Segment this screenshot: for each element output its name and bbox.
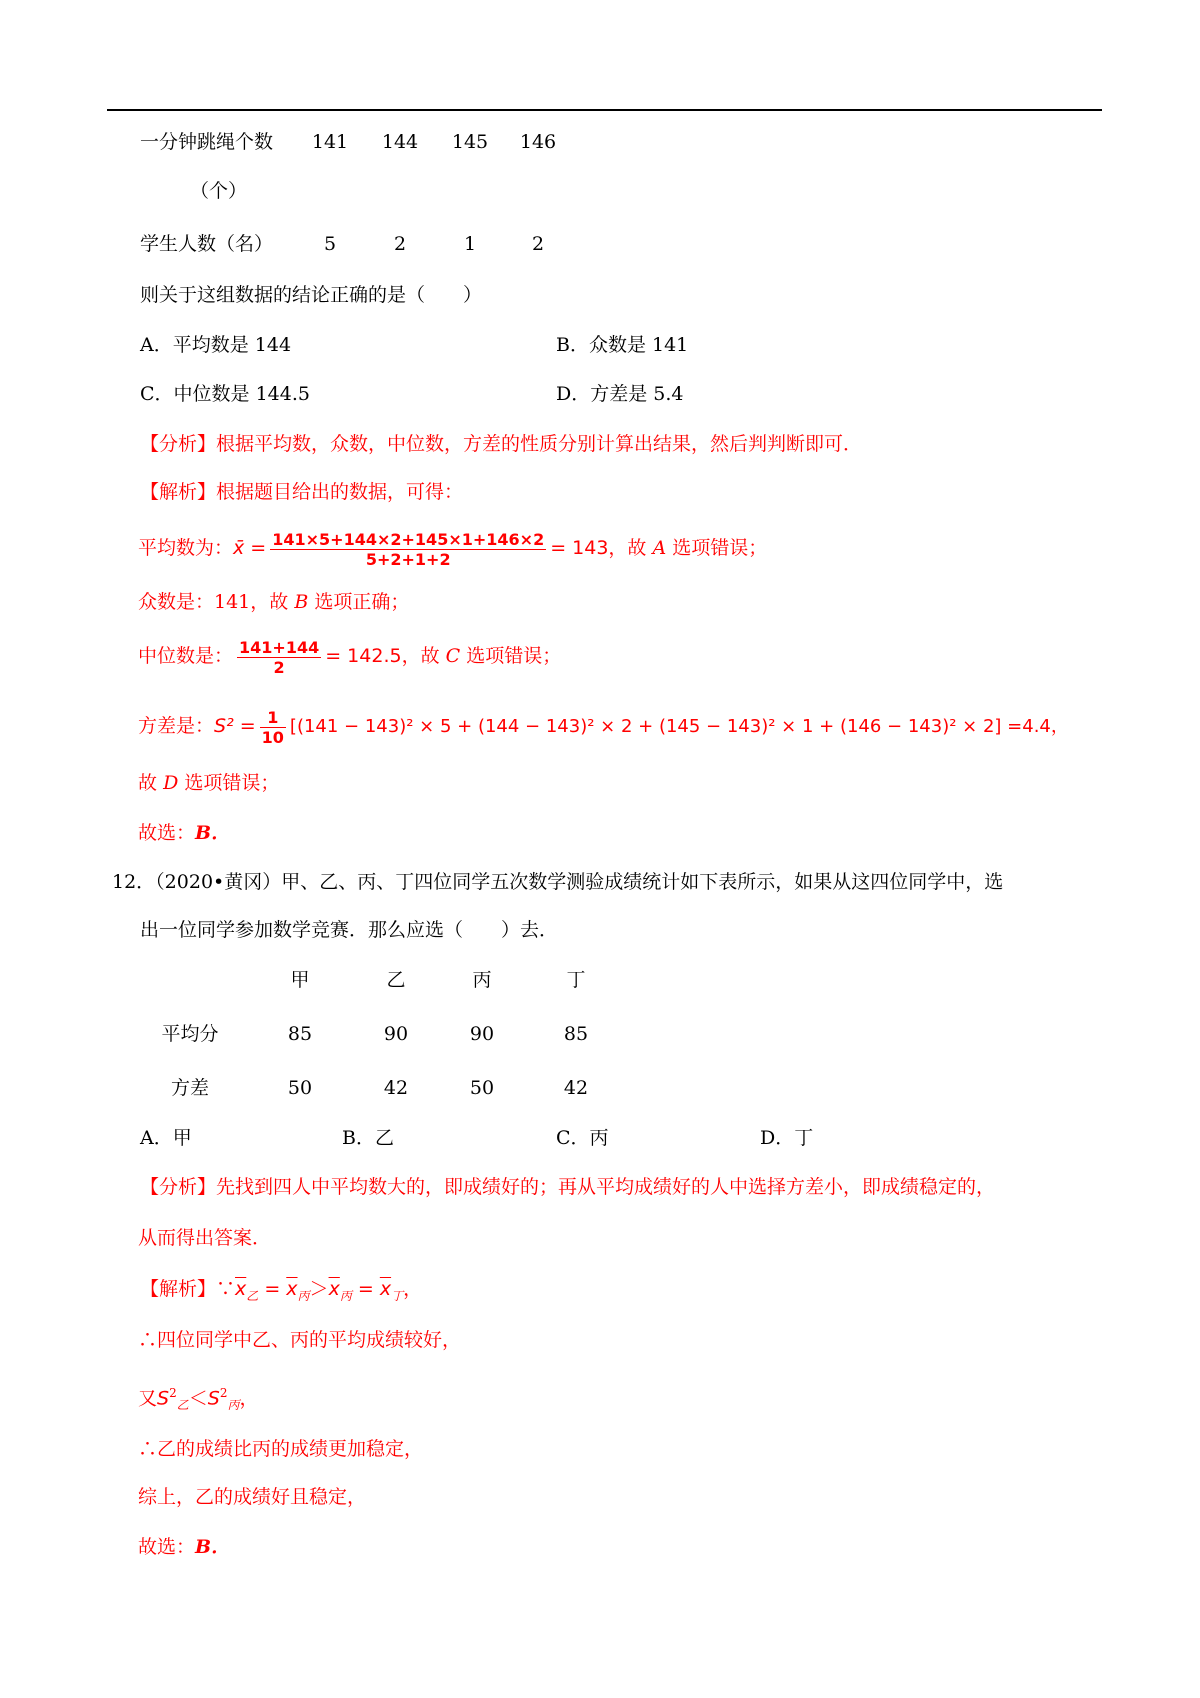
q12-row2-value: 42 bbox=[383, 1077, 409, 1099]
q12-answer-line bbox=[138, 1535, 230, 1559]
q12-solution-prefix: 【解析】∵ bbox=[140, 1278, 236, 1300]
q12-option-b: B．乙 bbox=[342, 1127, 394, 1149]
q12-option-d: D．丁 bbox=[760, 1127, 814, 1149]
q12-also-line bbox=[138, 1381, 258, 1417]
q12-solution-line bbox=[140, 1277, 422, 1308]
mode-tail: 选项正确； bbox=[314, 591, 410, 613]
variance-numerator: 1 bbox=[267, 707, 279, 727]
q12-row2-value: 50 bbox=[469, 1077, 495, 1099]
q11-answer-line bbox=[138, 821, 230, 845]
variance-fraction bbox=[260, 708, 286, 747]
sub: 丁 bbox=[391, 1288, 404, 1303]
q12-answer-prefix: 故选： bbox=[138, 1536, 196, 1558]
q11-row1-label: 一分钟跳绳个数 bbox=[140, 131, 274, 153]
q12-row2-label: 方差 bbox=[170, 1077, 209, 1099]
q12-option-c: C．丙 bbox=[556, 1127, 609, 1149]
q11-answer: B． bbox=[195, 822, 231, 844]
mean-label: 平均数为： bbox=[138, 537, 234, 559]
q11-mean-line bbox=[138, 526, 767, 570]
median-numerator: 141+144 bbox=[239, 637, 320, 657]
q11-question: 则关于这组数据的结论正确的是（ ） bbox=[140, 284, 483, 306]
median-denominator: 2 bbox=[273, 657, 285, 677]
gt: ＞ bbox=[309, 1278, 329, 1300]
median-label: 中位数是： bbox=[138, 645, 234, 667]
q12-summary: 综上，乙的成绩好且稳定， bbox=[138, 1486, 367, 1508]
variance-cont-tail: 选项错误； bbox=[184, 772, 280, 794]
mode-label: 众数是：141，故 bbox=[138, 591, 289, 613]
q11-row2-value: 1 bbox=[463, 233, 477, 255]
mean-option: A bbox=[652, 537, 667, 559]
s-symbol: S bbox=[157, 1387, 170, 1410]
variance-lhs: S² = bbox=[214, 715, 256, 737]
q12-analysis-line1: 【分析】先找到四人中平均数大的，即成绩好的；再从平均成绩好的人中选择方差小，即成绩稳定的， bbox=[140, 1176, 996, 1198]
q12-stem-line1: 12．（2020•黄冈）甲、乙、丙、丁四位同学五次数学测验成绩统计如下表所示，如果从这四位同学中，选 bbox=[112, 871, 1004, 893]
q12-row2-value: 50 bbox=[287, 1077, 313, 1099]
q12-row1-value: 85 bbox=[287, 1023, 313, 1045]
sub: 乙 bbox=[246, 1288, 259, 1303]
mean-lhs: x̄ = bbox=[233, 537, 267, 559]
tail: ， bbox=[239, 1387, 259, 1410]
q11-option-c: C．中位数是 144.5 bbox=[140, 383, 310, 405]
sup: 2 bbox=[169, 1386, 177, 1400]
q12-header: 丁 bbox=[566, 969, 586, 991]
sub: 丙 bbox=[227, 1398, 240, 1413]
xbar: $\overline{x}$ bbox=[286, 1278, 298, 1300]
q12-row1-value: 90 bbox=[469, 1023, 495, 1045]
q11-row1-value: 145 bbox=[451, 131, 489, 153]
mean-fraction bbox=[270, 530, 546, 569]
q12-answer: B． bbox=[195, 1536, 231, 1558]
q11-row1-unit: （个） bbox=[190, 180, 248, 202]
variance-label: 方差是： bbox=[138, 715, 215, 737]
header-rule bbox=[107, 109, 1102, 111]
median-option: C bbox=[445, 645, 461, 667]
sub: 乙 bbox=[176, 1398, 189, 1413]
q12-header: 乙 bbox=[386, 969, 406, 991]
q11-answer-prefix: 故选： bbox=[138, 822, 196, 844]
q11-row1-value: 144 bbox=[381, 131, 419, 153]
q11-analysis: 【分析】根据平均数，众数，中位数，方差的性质分别计算出结果，然后判判断即可． bbox=[140, 433, 863, 455]
eq: = bbox=[351, 1278, 380, 1300]
mean-tail: 选项错误； bbox=[672, 537, 768, 559]
xbar: $\overline{x}$ bbox=[235, 1278, 247, 1300]
q12-row1-value: 90 bbox=[383, 1023, 409, 1045]
xbar: $\overline{x}$ bbox=[379, 1278, 392, 1300]
q12-header: 甲 bbox=[290, 969, 310, 991]
q11-option-b: B．众数是 141 bbox=[556, 334, 689, 356]
q11-option-a: A．平均数是 144 bbox=[140, 334, 292, 356]
q12-row1-label: 平均分 bbox=[161, 1023, 219, 1045]
variance-option: D bbox=[163, 772, 179, 794]
q12-row2-value: 42 bbox=[563, 1077, 589, 1099]
eq: = bbox=[258, 1278, 287, 1300]
sub: 丙 bbox=[339, 1288, 352, 1303]
q12-option-a: A．甲 bbox=[140, 1127, 192, 1149]
q11-row1-value: 141 bbox=[311, 131, 349, 153]
q12-therefore1: ∴四位同学中乙、丙的平均成绩较好， bbox=[138, 1329, 462, 1351]
q11-row2-value: 2 bbox=[531, 233, 545, 255]
q11-row1-value: 146 bbox=[519, 131, 557, 153]
q11-row2-label: 学生人数（名） bbox=[140, 233, 274, 255]
q11-mode-line bbox=[138, 590, 409, 614]
median-fraction bbox=[237, 638, 321, 677]
lt: ＜ bbox=[188, 1387, 208, 1410]
q11-row2-value: 5 bbox=[323, 233, 337, 255]
q11-variance-cont bbox=[138, 771, 279, 795]
xbar: $\overline{x}$ bbox=[328, 1278, 340, 1300]
q11-variance-line bbox=[138, 704, 1069, 749]
mode-option: B bbox=[294, 591, 309, 613]
q11-option-d: D．方差是 5.4 bbox=[556, 383, 684, 405]
mean-result: = 143，故 bbox=[550, 537, 647, 559]
q12-stem-line2: 出一位同学参加数学竞赛．那么应选（ ）去． bbox=[140, 919, 559, 941]
sub: 丙 bbox=[297, 1288, 310, 1303]
q11-median-line bbox=[138, 634, 561, 678]
median-tail: 选项错误； bbox=[466, 645, 562, 667]
variance-denominator: 10 bbox=[261, 727, 284, 747]
sup: 2 bbox=[219, 1386, 228, 1400]
q12-header: 丙 bbox=[472, 969, 492, 991]
q11-row2-value: 2 bbox=[393, 233, 407, 255]
mean-denominator: 5+2+1+2 bbox=[365, 549, 451, 569]
q11-solution-intro: 【解析】根据题目给出的数据，可得： bbox=[140, 481, 464, 503]
tail: ， bbox=[403, 1278, 423, 1300]
q12-row1-value: 85 bbox=[563, 1023, 589, 1045]
variance-expression: [(141 − 143)² × 5 + (144 − 143)² × 2 + (145 − 143)² × 1 + (146 − 143)² × 2] =4.4， bbox=[289, 716, 1069, 737]
variance-cont-prefix: 故 bbox=[138, 772, 158, 794]
mean-numerator: 141×5+144×2+145×1+146×2 bbox=[272, 529, 545, 549]
median-result: = 142.5，故 bbox=[325, 645, 440, 667]
q12-therefore2: ∴乙的成绩比丙的成绩更加稳定， bbox=[138, 1438, 424, 1460]
also-prefix: 又 bbox=[138, 1387, 158, 1410]
q12-analysis-line2: 从而得出答案． bbox=[138, 1227, 272, 1249]
s-symbol: S bbox=[207, 1387, 220, 1410]
